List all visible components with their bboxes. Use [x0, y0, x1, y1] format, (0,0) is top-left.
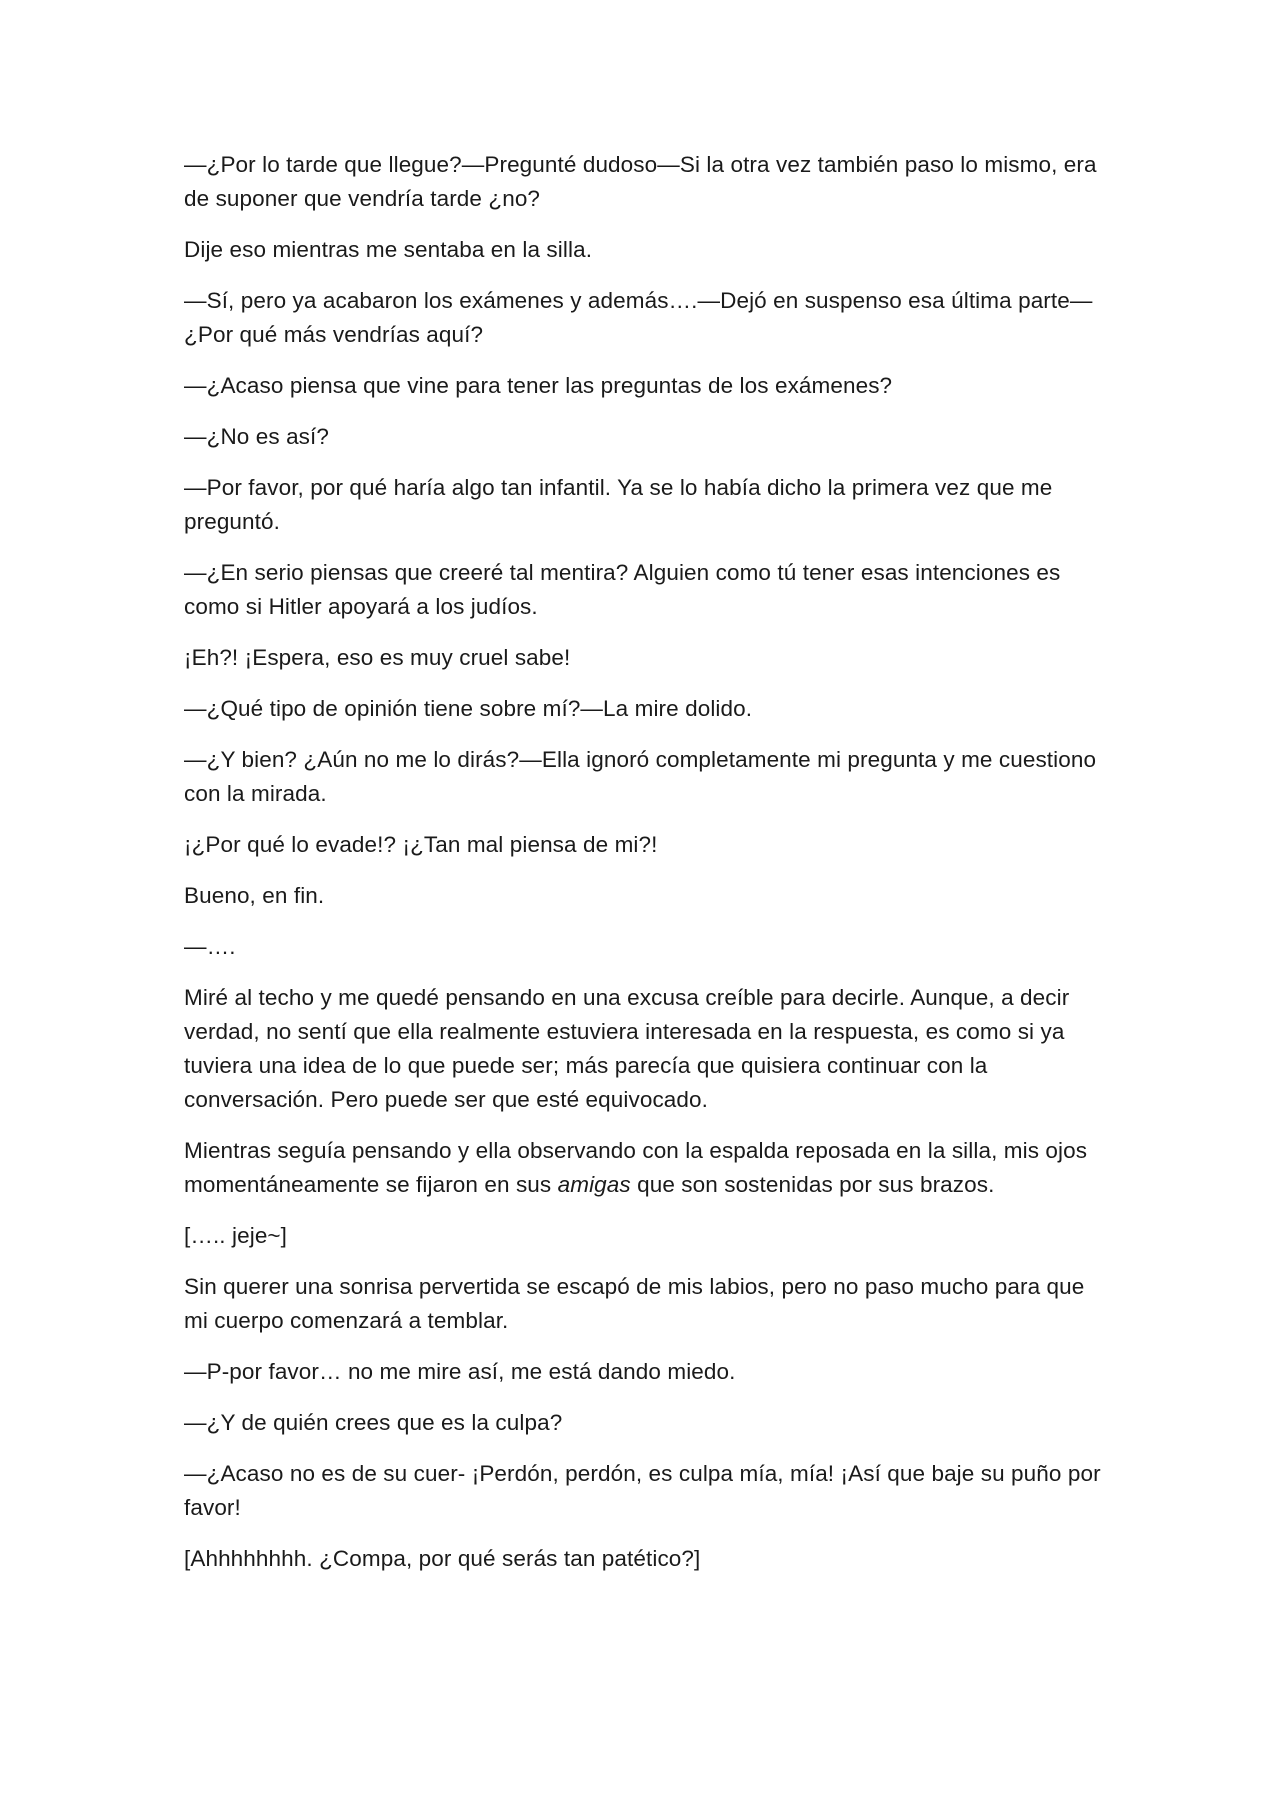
paragraph: —¿Acaso piensa que vine para tener las preguntas de los exámenes?	[184, 373, 893, 398]
paragraph: —¿En serio piensas que creeré tal mentira? Alguien como tú tener esas intenciones es como si Hitler apoyará a los judíos.	[184, 560, 1061, 619]
paragraph: —¿Acaso no es de su cuer- ¡Perdón, perdón, es culpa mía, mía! ¡Así que baje su puño por favor!	[184, 1461, 1101, 1520]
paragraph: Sin querer una sonrisa pervertida se escapó de mis labios, pero no paso mucho para que mi cuerpo comenzará a temblar.	[184, 1274, 1085, 1333]
paragraph: ¡Eh?! ¡Espera, eso es muy cruel sabe!	[184, 645, 571, 670]
text-segment: que son sostenidas por sus brazos.	[630, 1172, 995, 1197]
paragraph: —¿Y bien? ¿Aún no me lo dirás?—Ella ignoró completamente mi pregunta y me cuestiono con la mirada.	[184, 747, 1097, 806]
document-body	[184, 148, 1104, 1593]
paragraph: [Ahhhhhhhh. ¿Compa, por qué serás tan patético?]	[184, 1546, 701, 1571]
paragraph: —Por favor, por qué haría algo tan infantil. Ya se lo había dicho la primera vez que me preguntó.	[184, 475, 1053, 534]
paragraph-with-italic	[184, 1134, 1104, 1202]
paragraph: Miré al techo y me quedé pensando en una excusa creíble para decirle. Aunque, a decir verdad, no sentí que ella realmente estuviera interesada en la respuesta, es como si ya tuviera una idea de lo que puede ser; más parecía que quisiera continuar con la conversación. Pero puede ser que esté equivocado.	[184, 985, 1070, 1112]
paragraph: —¿Qué tipo de opinión tiene sobre mí?—La mire dolido.	[184, 696, 753, 721]
paragraph: [….. jeje~]	[184, 1223, 288, 1248]
paragraph: —¿Y de quién crees que es la culpa?	[184, 1410, 563, 1435]
text-segment: Mientras seguía pensando y ella observando con la espalda reposada en la silla, mis ojos momentáneamente se fijaron en sus	[184, 1138, 1088, 1197]
paragraph: Bueno, en fin.	[184, 883, 325, 908]
paragraph: —¿Por lo tarde que llegue?—Pregunté dudoso—Si la otra vez también paso lo mismo, era de suponer que vendría tarde ¿no?	[184, 152, 1097, 211]
paragraph: Dije eso mientras me sentaba en la silla.	[184, 237, 593, 262]
paragraph: —Sí, pero ya acabaron los exámenes y además….—Dejó en suspenso esa última parte—¿Por qué más vendrías aquí?	[184, 288, 1093, 347]
paragraph: —….	[184, 934, 236, 959]
paragraph: —¿No es así?	[184, 424, 329, 449]
paragraph: —P-por favor… no me mire así, me está dando miedo.	[184, 1359, 736, 1384]
paragraph: ¡¿Por qué lo evade!? ¡¿Tan mal piensa de mi?!	[184, 832, 658, 857]
italic-word: amigas	[557, 1172, 631, 1197]
